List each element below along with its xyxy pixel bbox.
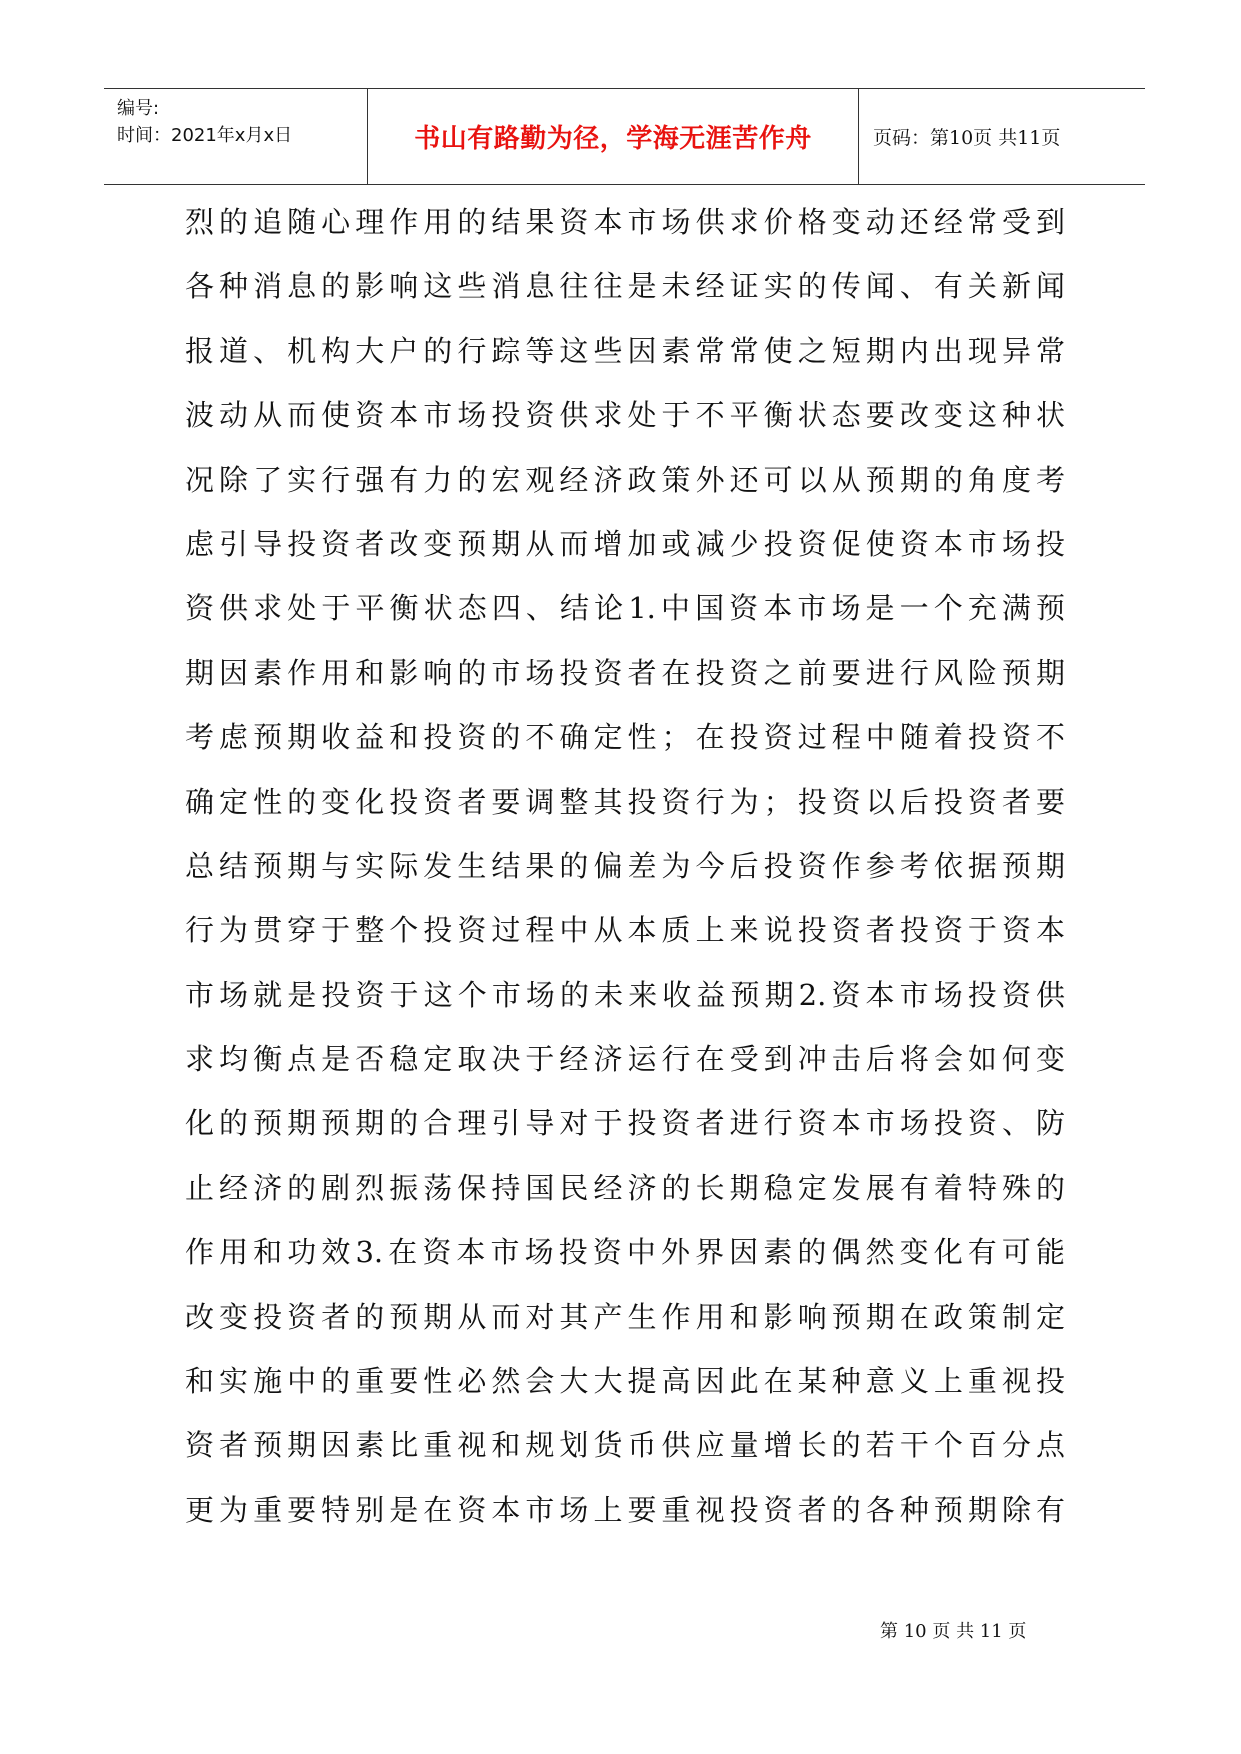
header-meta: [104, 89, 368, 184]
text-line: 求均衡点是否稳定取决于经济运行在受到冲击后将会如何变: [185, 1042, 1065, 1077]
document-number-label: 编号:: [117, 98, 160, 119]
text-line: 化的预期预期的合理引导对于投资者进行资本市场投资、防: [185, 1106, 1065, 1141]
text-line: 止经济的剧烈振荡保持国民经济的长期稳定发展有着特殊的: [185, 1170, 1065, 1205]
text-line: 考虑预期收益和投资的不确定性；在投资过程中随着投资不: [185, 720, 1065, 755]
text-line: 和实施中的重要性必然会大大提高因此在某种意义上重视投: [185, 1364, 1065, 1399]
text-line: 资供求处于平衡状态四、结论1.中国资本市场是一个充满预: [185, 591, 1065, 626]
text-line: 市场就是投资于这个市场的未来收益预期2.资本市场投资供: [185, 977, 1065, 1012]
document-time-label: 时间：2021年x月x日: [117, 125, 293, 146]
page-footer: 第 10 页 共 11 页: [880, 1621, 1027, 1642]
header-page-info: 页码：第10页 共11页: [873, 127, 1061, 149]
text-line: 烈的追随心理作用的结果资本市场供求价格变动还经常受到: [185, 205, 1065, 239]
text-line: 确定性的变化投资者要调整其投资行为；投资以后投资者要: [185, 784, 1065, 819]
text-line: 期因素作用和影响的市场投资者在投资之前要进行风险预期: [185, 655, 1065, 690]
text-line: 作用和功效3.在资本市场投资中外界因素的偶然变化有可能: [185, 1235, 1065, 1270]
text-line: 各种消息的影响这些消息往往是未经证实的传闻、有关新闻: [185, 269, 1065, 304]
text-line: 况除了实行强有力的宏观经济政策外还可以从预期的角度考: [185, 462, 1065, 497]
text-line: 改变投资者的预期从而对其产生作用和影响预期在政策制定: [185, 1299, 1065, 1334]
page-header: [104, 88, 1145, 185]
text-line: 虑引导投资者改变预期从而增加或减少投资促使资本市场投: [185, 526, 1065, 561]
body-text: [185, 190, 1065, 1542]
text-line: 总结预期与实际发生结果的偏差为今后投资作参考依据预期: [185, 848, 1065, 883]
text-line: 更为重要特别是在资本市场上要重视投资者的各种预期除有: [185, 1492, 1065, 1527]
text-line: 报道、机构大户的行踪等这些因素常常使之短期内出现异常: [185, 333, 1065, 368]
text-line: 资者预期因素比重视和规划货币供应量增长的若干个百分点: [185, 1428, 1065, 1463]
header-motto: 书山有路勤为径，学海无涯苦作舟: [368, 89, 859, 184]
text-line: 行为贯穿于整个投资过程中从本质上来说投资者投资于资本: [185, 913, 1065, 948]
text-line: 波动从而使资本市场投资供求处于不平衡状态要改变这种状: [185, 398, 1065, 433]
